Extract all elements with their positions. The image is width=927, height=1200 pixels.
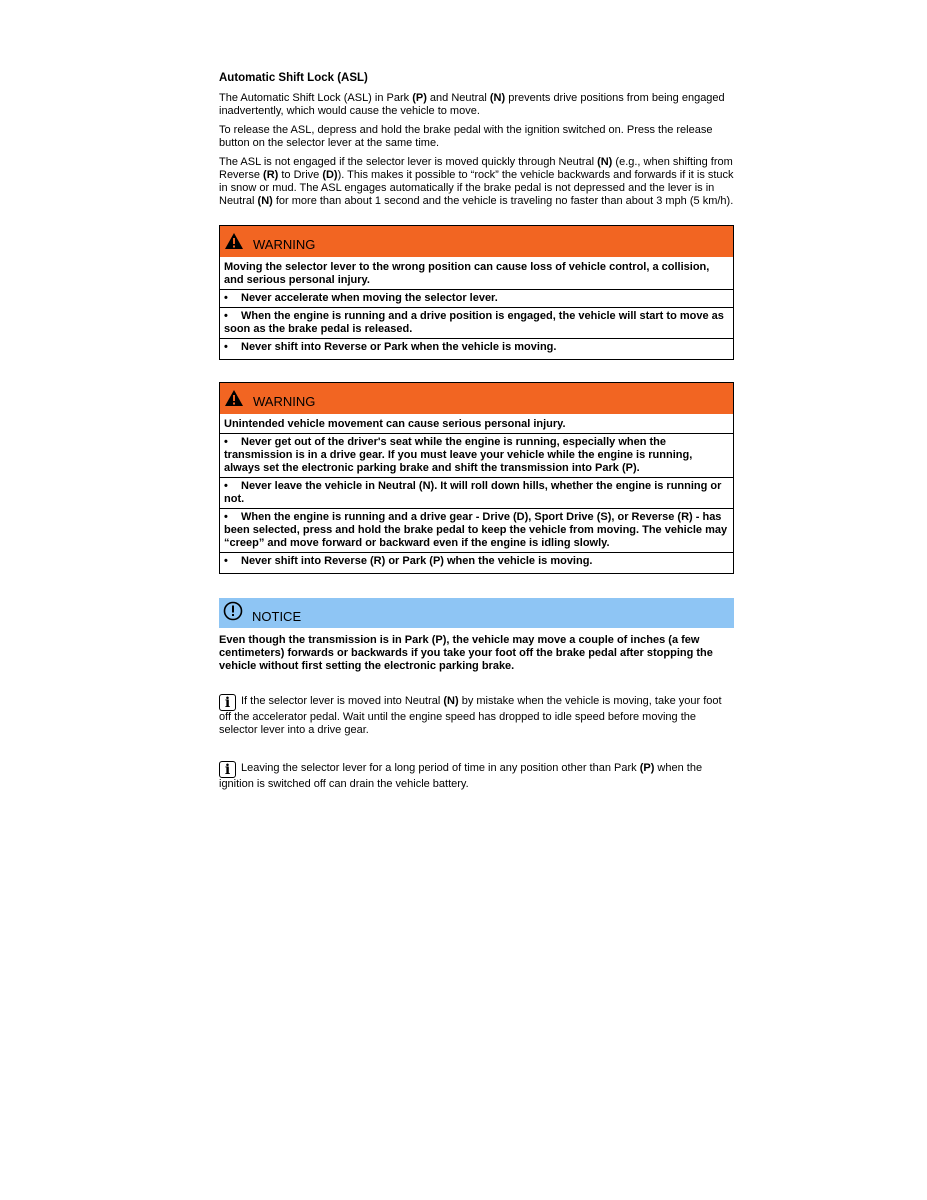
warning-bullet: • Never accelerate when moving the selector lever. bbox=[220, 290, 733, 308]
notice-title: NOTICE bbox=[252, 608, 302, 624]
warning-title: WARNING bbox=[253, 237, 316, 252]
section-heading: Automatic Shift Lock (ASL) bbox=[219, 72, 368, 84]
warning-header bbox=[220, 383, 733, 414]
exclamation-circle-icon bbox=[223, 601, 243, 621]
warning-bullet: • Never shift into Reverse or Park when the vehicle is moving. bbox=[224, 341, 557, 353]
warning-intro: Moving the selector lever to the wrong position can cause loss of vehicle control, a collision, and serious personal injury. bbox=[220, 259, 733, 290]
asl-paragraph-2: To release the ASL, depress and hold the brake pedal with the ignition switched on. Press the release button on the selector lever at the same time. bbox=[219, 124, 713, 149]
notice-text: Even though the transmission is in Park (P), the vehicle may move a couple of inches (a few centimeters) forwards or backwards if you take your foot off the brake pedal after stopping the vehicle without first setting the electronic parking brake. bbox=[219, 634, 713, 672]
asl-paragraph-1: The Automatic Shift Lock (ASL) in Park (P) and Neutral (N) prevents drive positions from being engaged inadvertently, which would cause the vehicle to move. bbox=[219, 92, 725, 117]
notice-header bbox=[219, 598, 734, 628]
info-note-1: i If the selector lever is moved into Neutral (N) by mistake when the vehicle is moving, take your foot off the accelerator pedal. Wait until the engine speed has dropped to idle speed before moving the selector lever into a drive gear. bbox=[219, 695, 722, 736]
info-note-2: i Leaving the selector lever for a long period of time in any position other than Park (P) when the ignition is switched off can drain the vehicle battery. bbox=[219, 762, 703, 790]
warning-box-2 bbox=[219, 382, 734, 574]
warning-box-1 bbox=[219, 225, 734, 360]
document-page bbox=[219, 72, 734, 797]
info-icon: i bbox=[219, 761, 236, 778]
warning-title: WARNING bbox=[253, 394, 316, 409]
notice-box bbox=[219, 598, 734, 673]
warning-intro: Unintended vehicle movement can cause serious personal injury. bbox=[220, 416, 733, 434]
warning-header bbox=[220, 226, 733, 257]
asl-paragraph-3: The ASL is not engaged if the selector lever is moved quickly through Neutral (N) (e.g., when shifting from Reverse (R) to Drive (D)). This makes it possible to “rock” the vehicle backwards and forwards if it is stuck in snow or mud. The ASL engages automatically if the brake pedal is not depressed and the lever is in Neutral (N) for more than about 1 second and the vehicle is traveling no faster than about 3 mph (5 km/h). bbox=[219, 156, 734, 207]
warning-triangle-icon bbox=[224, 389, 244, 407]
info-icon: i bbox=[219, 694, 236, 711]
warning-bullet: • When the engine is running and a drive gear - Drive (D), Sport Drive (S), or Reverse (R) - has been selected, press and hold the brake pedal to keep the vehicle from moving. The vehicle may “creep” and move forward or backward even if the engine is idling slowly. bbox=[220, 509, 733, 553]
warning-bullet: • Never get out of the driver's seat while the engine is running, especially when the transmission is in a drive gear. If you must leave your vehicle while the engine is running, always set the electronic parking brake and shift the transmission into Park (P). bbox=[220, 434, 733, 478]
warning-bullet: • Never leave the vehicle in Neutral (N). It will roll down hills, whether the engine is running or not. bbox=[220, 478, 733, 509]
warning-bullet: • Never shift into Reverse (R) or Park (P) when the vehicle is moving. bbox=[224, 555, 593, 567]
warning-triangle-icon bbox=[224, 232, 244, 250]
warning-bullet: • When the engine is running and a drive position is engaged, the vehicle will start to move as soon as the brake pedal is released. bbox=[220, 308, 733, 339]
